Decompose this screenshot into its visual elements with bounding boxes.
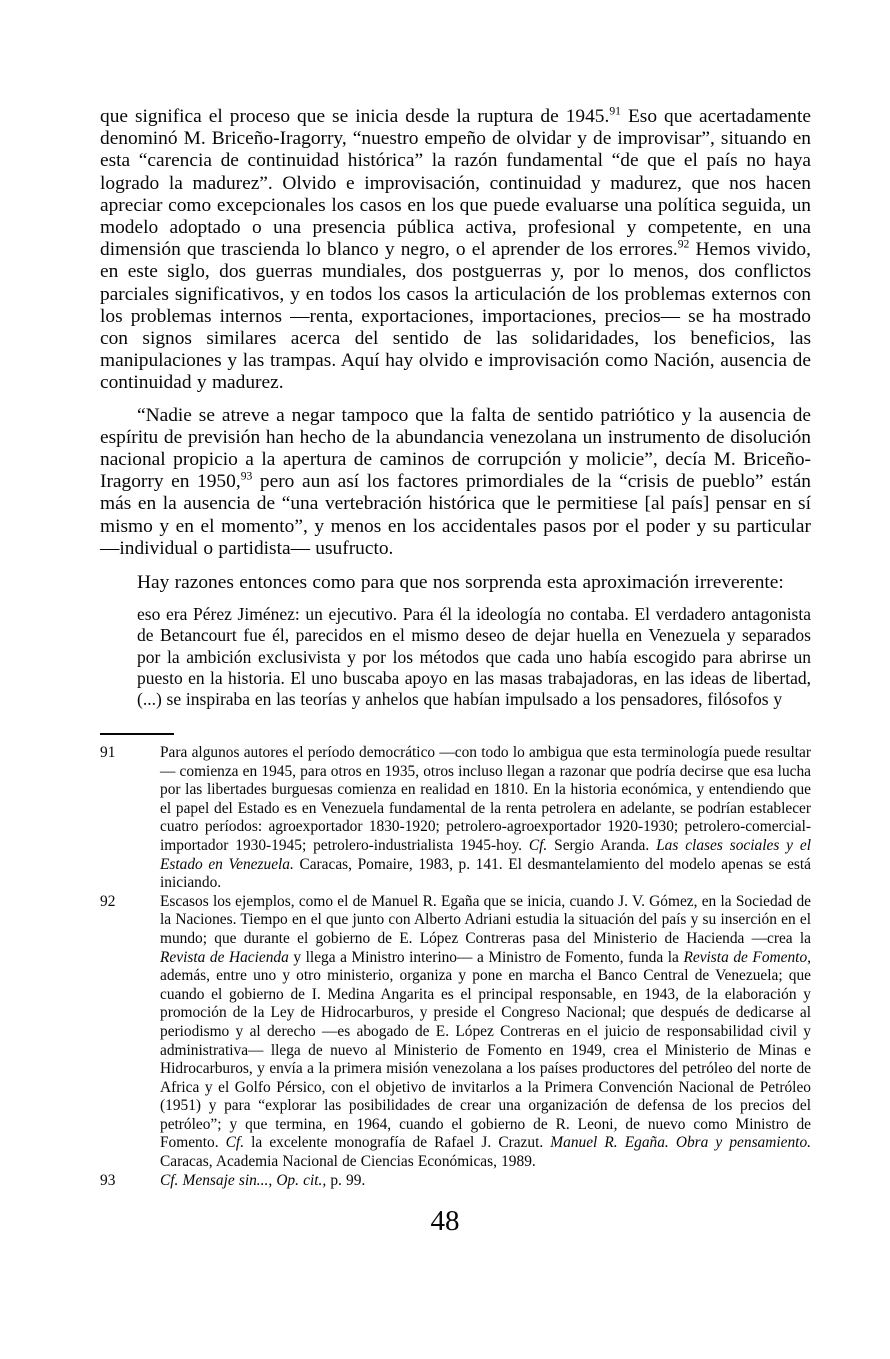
- block-quote: [137, 604, 811, 710]
- footnote-run-italic: Cf.: [225, 1134, 245, 1152]
- paragraph-intro-quote: [100, 572, 811, 594]
- footnotes-section: [100, 744, 811, 1190]
- footnote-run: Para algunos autores el período democrático —con todo lo ambigua que esta terminología puede resultar— comienza en 1945, para otros en 1935, otros incluso llegan a razonar que podría decirse que esa lucha por las libertades burguesas comienza en realidad en 1810. En la historia económica, y entendiendo que el papel del Estado es en Venezuela fundamental de la renta petrolera en adelante, se podrían establecer cuatro períodos: agroexportador 1830-1920; petrolero-agroexportador 1920-1930; petrolero-comercial-importador 1930-1945; petrolero-industrialista 1945-hoy.: [160, 744, 811, 854]
- footnote-ref-93: 93: [240, 469, 253, 483]
- footnote-run: Caracas, Pomaire, 1983, p. 141. El desmantelamiento del modelo apenas se está iniciando.: [160, 855, 811, 892]
- footnote-number: 91: [100, 744, 116, 761]
- footnote-run-italic: Revista de Fomento,: [683, 948, 811, 966]
- footnote-text: [160, 1172, 811, 1191]
- body-text: Eso que acertadamente denominó M. Briceño-Iragorry, “nuestro empeño de olvidar y de improvisar”, situando en esta “carencia de continuidad histórica” la razón fundamental “de que el país no haya logrado la madurez”. Olvido e improvisación, continuidad y madurez, que nos hacen apreciar como excepcionales los casos en los que puede evaluarse una política seguida, un modelo adoptado o una presencia pública activa, profesional y competente, en una dimensión que trascienda lo blanco y negro, o el aprender de los errores.: [100, 106, 811, 261]
- footnote-run-italic: Manuel R. Egaña. Obra y pensamiento.: [550, 1134, 811, 1152]
- footnote-text: [160, 893, 811, 1172]
- page-number: 48: [430, 1205, 460, 1237]
- footnote-run-italic: Cf. Mensaje sin..., Op. cit.,: [160, 1171, 327, 1189]
- footnote-91: [100, 744, 811, 893]
- footnote-run-italic: Las clases sociales y el Estado en Venezuela.: [160, 836, 811, 873]
- footnote-run: la excelente monografía de Rafael J. Crazut.: [244, 1134, 551, 1152]
- body-text: “Nadie se atreve a negar tampoco que la falta de sentido patriótico y la ausencia de espíritu de previsión han hecho de la abundancia venezolana un instrumento de disolución nacional propicio a la apertura de caminos de corrupción y molicie”, decía M. Briceño-Iragorry en 1950,: [100, 404, 811, 493]
- footnote-run-italic: Revista de Hacienda: [160, 948, 289, 966]
- footnote-text: [160, 744, 811, 893]
- footnote-ref-91: 91: [609, 104, 621, 118]
- main-text-column: [100, 106, 811, 710]
- footnote-run: Sergio Aranda.: [547, 836, 657, 854]
- footnote-93: [100, 1172, 811, 1191]
- body-text: Hemos vivido, en este siglo, dos guerras mundiales, dos postguerras y, por lo menos, dos conflictos parciales significativos, y en todos los casos la articulación de los problemas externos con los problemas internos —renta, exportaciones, importaciones, precios— se ha mostrado con signos similares acerca del sentido de las solidaridades, los beneficios, las manipulaciones y las trampas. Aquí hay olvido e improvisación como Nación, ausencia de continuidad y madurez.: [100, 239, 811, 394]
- footnote-number: 92: [100, 892, 116, 910]
- quote-text: eso era Pérez Jiménez: un ejecutivo. Para él la ideología no contaba. El verdadero antagonista de Betancourt fue él, parecidos en el mismo deseo de dejar huella en Venezuela y separados por la ambición exclusivista y por los métodos que cada uno había escogido para abrirse un puesto en la historia. El uno buscaba apoyo en las masas trabajadoras, en las ideas de libertad, (...) se inspiraba en las teorías y anhelos que habían impulsado a los pensadores, filósofos y: [137, 604, 811, 710]
- footnote-run-italic: Cf.: [528, 836, 548, 854]
- body-text: que significa el proceso que se inicia desde la ruptura de 1945.: [100, 106, 610, 127]
- paragraph-continuation: [100, 106, 811, 395]
- footnote-run: Escasos los ejemplos, como el de Manuel R. Egaña que se inicia, cuando J. V. Gómez, en la Sociedad de la Naciones. Tiempo en el que junto con Alberto Adriani estudia la situación del país y su inserción en el mundo; que durante el gobierno de E. López Contreras pasa del Ministerio de Hacienda —crea la: [160, 892, 811, 947]
- footnote-number: 93: [100, 1171, 116, 1189]
- body-text: pero aun así los factores primordiales de la “crisis de pueblo” están más en la ausencia de “una vertebración histórica que le permitiese [al país] pensar en sí mismo y en el momento”, y menos en los accidentales pasos por el poder y su particular —individual o partidista— usufructo.: [100, 471, 811, 559]
- footnote-run: p. 99.: [326, 1171, 366, 1189]
- footnote-run: Caracas, Academia Nacional de Ciencias Económicas, 1989.: [160, 1153, 536, 1171]
- footnote-run: además, entre uno y otro ministerio, organiza y pone en marcha el Banco Central de Venezuela; que cuando el gobierno de I. Medina Angarita es el principal responsable, en 1943, de la elaboración y promoción de la Ley de Hidrocarburos, y preside el Congreso Nacional; que después de dedicarse al periodismo y al derecho —es abogado de E. López Contreras en el juicio de responsabilidad civil y administrativa— llega de nuevo al Ministerio de Fomento en 1949, crea el Ministerio de Minas e Hidrocarburos, y envía a la primera misión venezolana a los países productores del petróleo del norte de Africa y el Golfo Pérsico, con el objetivo de invitarlos a la Primera Convención Nacional de Petróleo (1951) y para “explorar las posibilidades de crear una organización de defensa de los precios del petróleo”; y que termina, en 1964, cuando el gobierno de R. Leoni, de nuevo como Ministro de Fomento.: [160, 967, 811, 1152]
- body-text: Hay razones entonces como para que nos sorprenda esta aproximación irreverente:: [137, 572, 784, 594]
- footnote-ref-92: 92: [677, 237, 690, 251]
- footnote-92: [100, 893, 811, 1172]
- footnote-run: y llega a Ministro interino— a Ministro de Fomento, funda la: [288, 948, 684, 966]
- footnote-separator-rule: [100, 733, 174, 735]
- paragraph-quote-briceno: [100, 405, 811, 560]
